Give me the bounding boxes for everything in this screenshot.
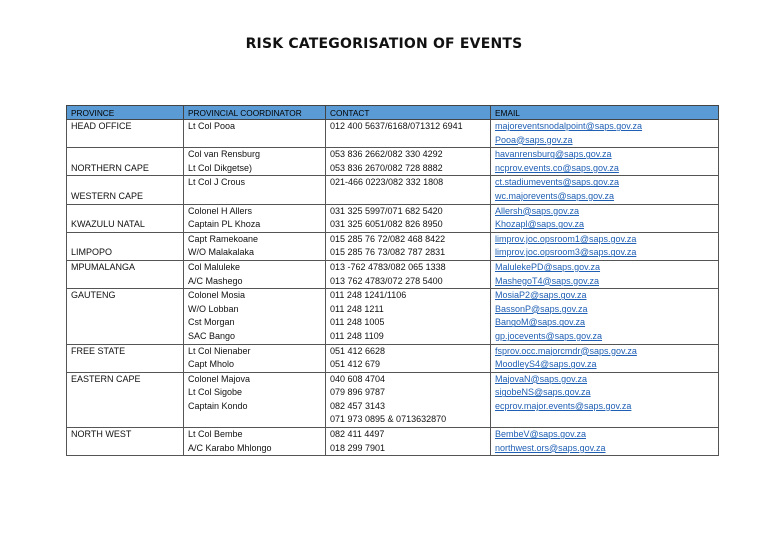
emails-cell — [491, 176, 719, 204]
email-link[interactable]: wc.majorevents@saps.gov.za — [495, 190, 615, 201]
header-contact: CONTACT — [326, 106, 491, 120]
province-cell: NORTH WEST — [67, 428, 184, 456]
email-link[interactable]: limprov.joc.opsroom1@saps.gov.za — [495, 233, 637, 244]
email-link[interactable]: Pooa@saps.gov.za — [495, 134, 573, 145]
email-link[interactable]: northwest.ors@saps.gov.za — [495, 442, 606, 453]
email-link[interactable]: sigobeNS@saps.gov.za — [495, 387, 591, 398]
coordinators-cell — [184, 204, 326, 232]
contact-number: 079 896 9787 — [330, 387, 386, 398]
contact-number: 031 325 6051/082 826 8950 — [330, 219, 443, 230]
email-link[interactable]: MoodleyS4@saps.gov.za — [495, 359, 597, 370]
header-coordinator: PROVINCIAL COORDINATOR — [184, 106, 326, 120]
emails-cell — [491, 372, 719, 427]
coordinator-name — [188, 413, 321, 427]
province-cell: MPUMALANGA — [67, 260, 184, 288]
header-province: PROVINCE — [67, 106, 184, 120]
table-row — [67, 344, 719, 372]
contact-number: 082 457 3143 — [330, 400, 386, 411]
table-row — [67, 428, 719, 456]
contacts-cell — [326, 120, 491, 148]
contact-number: 053 836 2670/082 728 8882 — [330, 162, 443, 173]
events-contact-table — [66, 105, 719, 456]
coordinator-name: Cst Morgan — [188, 317, 235, 328]
coordinator-name: Lt Col Sigobe — [188, 387, 243, 398]
coordinator-name: Captain Kondo — [188, 400, 248, 411]
contact-number: 011 248 1211 — [330, 303, 384, 314]
coordinators-cell — [184, 289, 326, 344]
coordinators-cell — [184, 428, 326, 456]
table-row — [67, 372, 719, 427]
coordinator-name: Capt Mholo — [188, 359, 235, 370]
email-link[interactable]: majoreventsnodalpoint@saps.gov.za — [495, 121, 643, 131]
coordinator-name: A/C Mashego — [188, 275, 243, 286]
province-cell: FREE STATE — [67, 344, 184, 372]
province-cell: GAUTENG — [67, 289, 184, 344]
coordinator-name: W/O Lobban — [188, 303, 239, 314]
contact-number — [330, 134, 486, 148]
coordinator-name: Colonel H Allers — [188, 205, 253, 216]
contacts-cell — [326, 204, 491, 232]
coordinator-name: Lt Col Pooa — [188, 121, 236, 131]
emails-cell — [491, 204, 719, 232]
coordinator-name — [188, 190, 321, 204]
coordinator-name: Colonel Majova — [188, 373, 251, 384]
coordinator-name: Lt Col J Crous — [188, 177, 246, 188]
coordinator-name: Lt Col Nienaber — [188, 345, 251, 356]
coordinator-name: Colonel Mosia — [188, 290, 246, 301]
contact-number: 011 248 1005 — [330, 317, 385, 328]
email-link[interactable]: BangoM@saps.gov.za — [495, 317, 586, 328]
emails-cell — [491, 260, 719, 288]
contacts-cell — [326, 148, 491, 176]
contact-number: 082 411 4497 — [330, 429, 385, 440]
contacts-cell — [326, 232, 491, 260]
contacts-cell — [326, 260, 491, 288]
table-row — [67, 289, 719, 344]
contact-number: 013 -762 4783/082 065 1338 — [330, 261, 446, 272]
coordinators-cell — [184, 344, 326, 372]
email-link[interactable]: Allersh@saps.gov.za — [495, 205, 580, 216]
coordinator-name: Col Maluleke — [188, 261, 241, 272]
contact-number: 015 285 76 73/082 787 2831 — [330, 247, 446, 258]
table-row — [67, 232, 719, 260]
coordinators-cell — [184, 232, 326, 260]
contact-number: 013 762 4783/072 278 5400 — [330, 275, 443, 286]
coordinator-name: W/O Malakalaka — [188, 247, 255, 258]
contacts-cell — [326, 372, 491, 427]
coordinator-name: Col van Rensburg — [188, 149, 261, 160]
coordinator-name: SAC Bango — [188, 330, 236, 341]
table-header-row — [67, 106, 719, 120]
coordinators-cell — [184, 372, 326, 427]
coordinator-name: A/C Karabo Mhlongo — [188, 442, 272, 453]
email-link[interactable]: Khozapl@saps.gov.za — [495, 219, 585, 230]
contacts-cell — [326, 289, 491, 344]
province-cell: HEAD OFFICE — [67, 120, 184, 148]
contact-number: 021-466 0223/082 332 1808 — [330, 177, 444, 188]
province-cell: KWAZULU NATAL — [67, 204, 184, 232]
province-cell: LIMPOPO — [67, 232, 184, 260]
email-link[interactable]: MosiaP2@saps.gov.za — [495, 290, 587, 301]
email-link[interactable]: BassonP@saps.gov.za — [495, 303, 588, 314]
contacts-cell — [326, 344, 491, 372]
emails-cell — [491, 428, 719, 456]
coordinators-cell — [184, 120, 326, 148]
table-row — [67, 260, 719, 288]
contact-number: 015 285 76 72/082 468 8422 — [330, 233, 446, 244]
emails-cell — [491, 232, 719, 260]
contacts-cell — [326, 428, 491, 456]
contact-number: 012 400 5637/6168/071312 6941 — [330, 121, 463, 131]
email-link[interactable]: ct.stadiumevents@saps.gov.za — [495, 177, 620, 188]
contact-number: 011 248 1109 — [330, 330, 384, 341]
email-link — [495, 413, 714, 427]
contact-number: 051 412 679 — [330, 359, 381, 370]
coordinator-name — [188, 134, 321, 148]
coordinators-cell — [184, 260, 326, 288]
contacts-cell — [326, 176, 491, 204]
email-link[interactable]: limprov.joc.opsroom3@saps.gov.za — [495, 247, 637, 258]
email-link[interactable]: havanrensburg@saps.gov.za — [495, 149, 612, 160]
coordinator-name: Lt Col Bembe — [188, 429, 243, 440]
contact-number: 040 608 4704 — [330, 373, 386, 384]
contact-number: 071 973 0895 & 0713632870 — [330, 414, 447, 425]
contact-number: 031 325 5997/071 682 5420 — [330, 205, 443, 216]
document-title: RISK CATEGORISATION OF EVENTS — [245, 36, 523, 52]
email-link[interactable]: ncprov.events.co@saps.gov.za — [495, 162, 619, 173]
email-link[interactable]: MashegoT4@saps.gov.za — [495, 275, 600, 286]
table-row — [67, 120, 719, 148]
emails-cell — [491, 289, 719, 344]
contact-number: 011 248 1241/1106 — [330, 290, 407, 301]
coordinator-name: Captain PL Khoza — [188, 219, 261, 230]
coordinator-name: Lt Col Dikgetse) — [188, 162, 253, 173]
email-link[interactable]: MalulekePD@saps.gov.za — [495, 261, 601, 272]
province-cell: WESTERN CAPE — [67, 176, 184, 204]
emails-cell — [491, 120, 719, 148]
contact-number: 018 299 7901 — [330, 442, 386, 453]
contact-number: 053 836 2662/082 330 4292 — [330, 149, 443, 160]
email-link[interactable]: fsprov.occ.majorcmdr@saps.gov.za — [495, 345, 637, 356]
table-row — [67, 176, 719, 204]
email-link[interactable]: gp.jocevents@saps.gov.za — [495, 330, 603, 341]
contact-number: 051 412 6628 — [330, 345, 386, 356]
emails-cell — [491, 344, 719, 372]
province-cell: NORTHERN CAPE — [67, 148, 184, 176]
emails-cell — [491, 148, 719, 176]
email-link[interactable]: ecprov.major.events@saps.gov.za — [495, 400, 632, 411]
province-cell: EASTERN CAPE — [67, 372, 184, 427]
table-row — [67, 204, 719, 232]
email-link[interactable]: MajovaN@saps.gov.za — [495, 373, 588, 384]
header-email: EMAIL — [491, 106, 719, 120]
coordinator-name: Capt Ramekoane — [188, 233, 259, 244]
table-row — [67, 148, 719, 176]
contact-number — [330, 190, 486, 204]
coordinators-cell — [184, 148, 326, 176]
coordinators-cell — [184, 176, 326, 204]
email-link[interactable]: BembeV@saps.gov.za — [495, 429, 587, 440]
